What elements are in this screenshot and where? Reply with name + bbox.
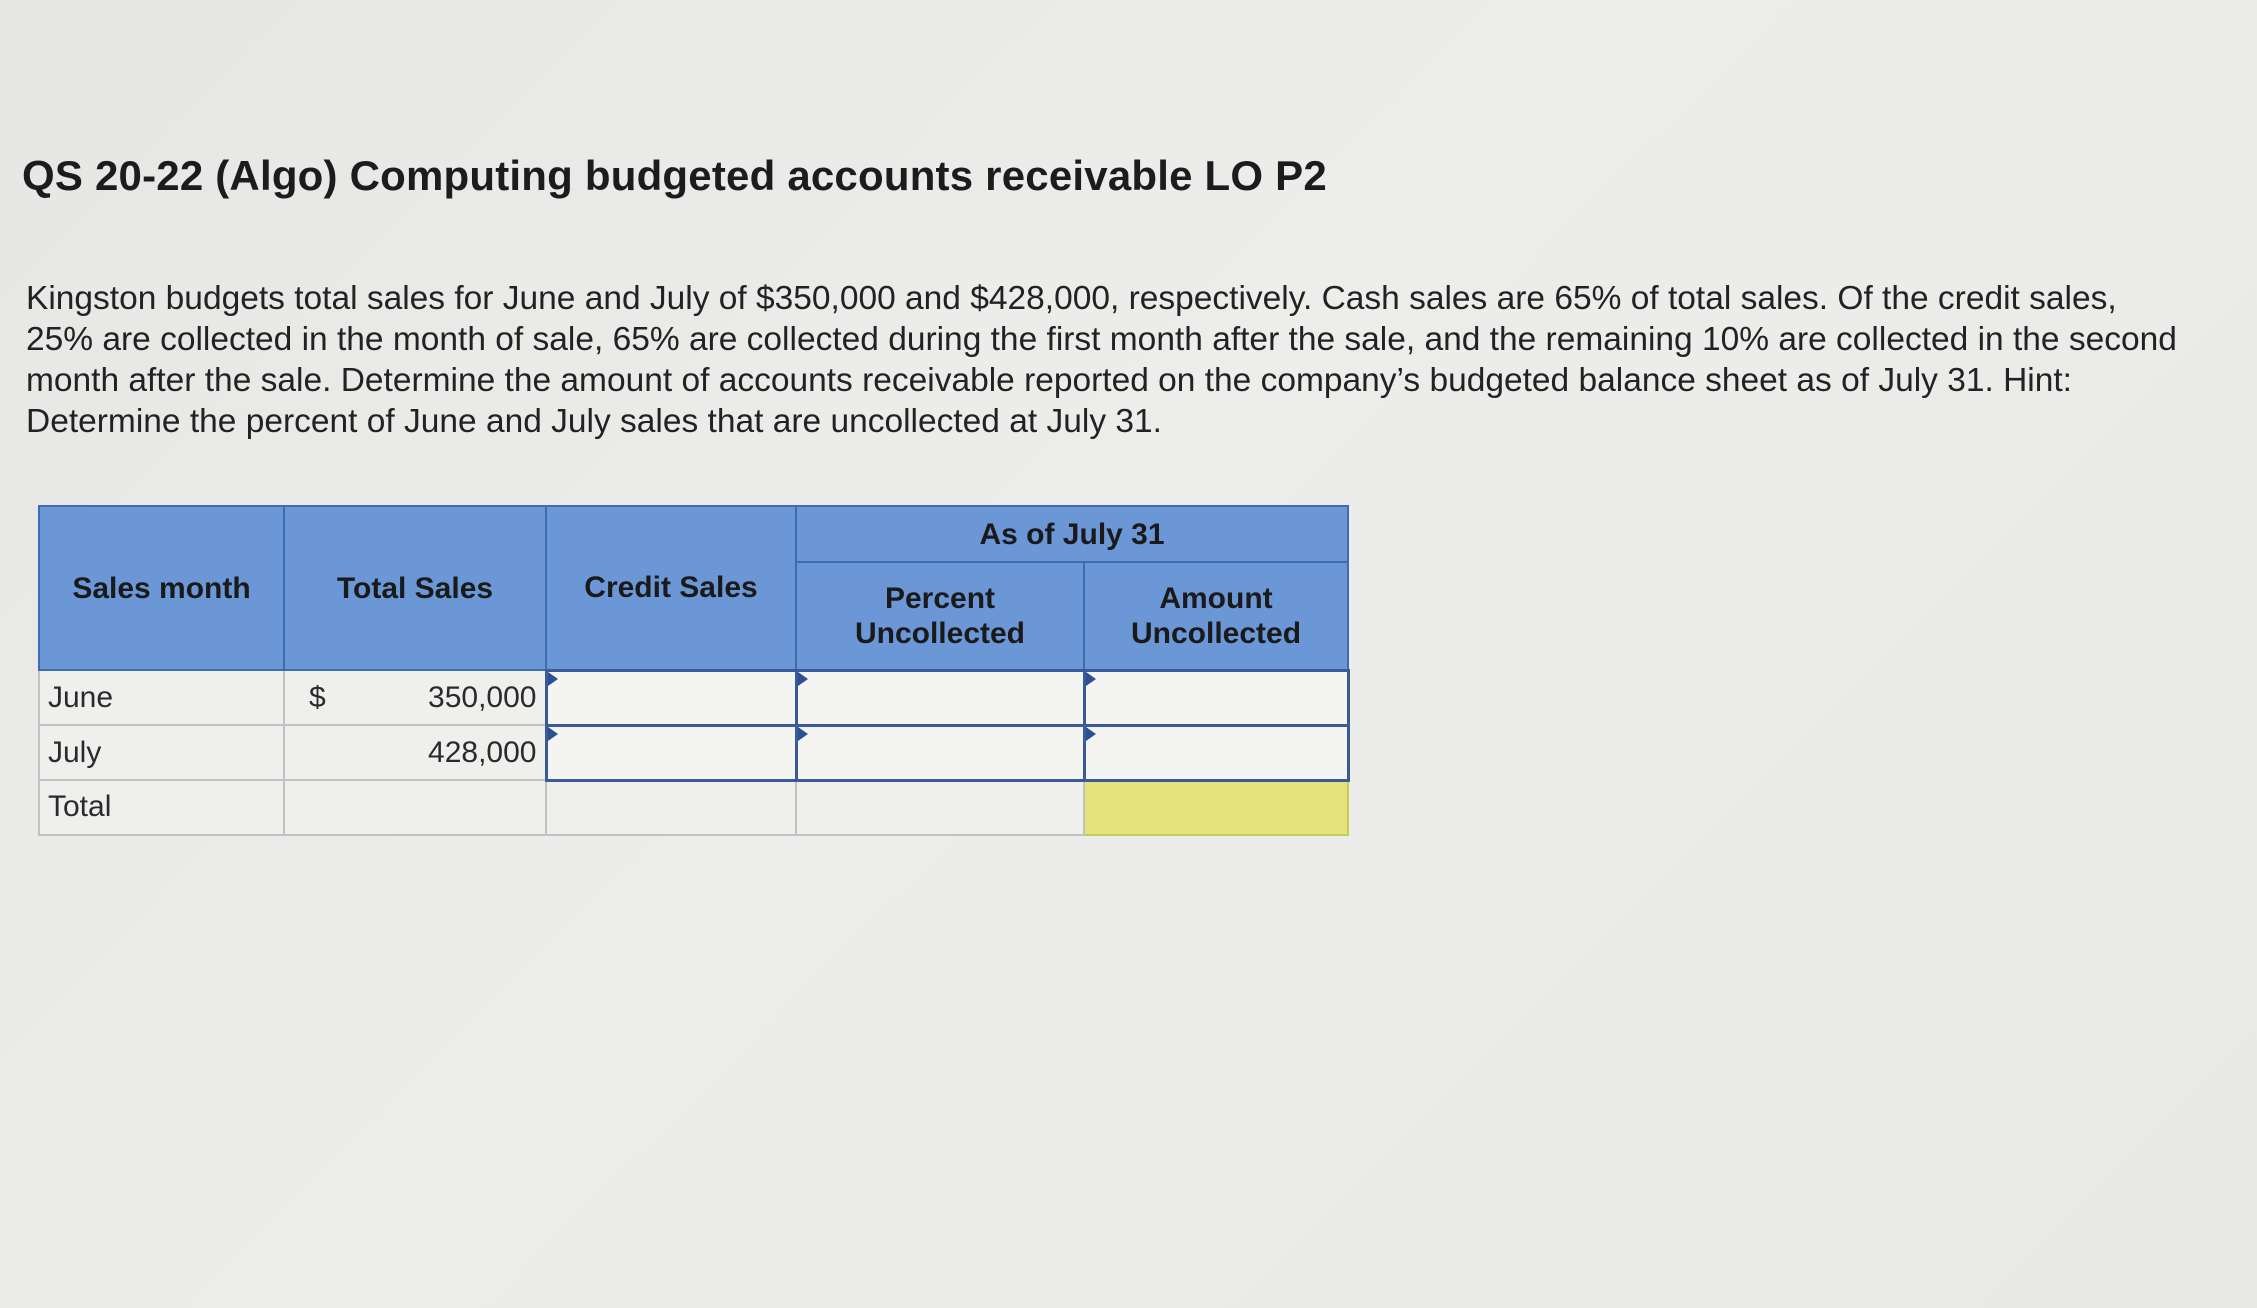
table-row bbox=[39, 670, 1348, 725]
percent-uncollected-june-input[interactable] bbox=[796, 670, 1084, 725]
total-row bbox=[39, 780, 1348, 835]
row-total-sales-july bbox=[284, 725, 546, 780]
row-month-july: July bbox=[39, 725, 284, 780]
question-text: Kingston budgets total sales for June and July of $350,000 and $428,000, respectively. Cash sales are 65% of total sales. Of the credit sales, 25% are collected in the month of sale, 65% are collected during the first month after the sale, and the remaining 10% are collected in the second month after the sale. Determine the amount of accounts receivable reported on the company’s budgeted balance sheet as of July 31. Hint: Determine the percent of June and July sales that are uncollected at July 31. bbox=[26, 280, 2177, 440]
total-empty-cell bbox=[796, 780, 1084, 835]
percent-uncollected-july-input[interactable] bbox=[796, 725, 1084, 780]
amount-uncollected-july-input[interactable] bbox=[1084, 725, 1348, 780]
row-total-sales-june bbox=[284, 670, 546, 725]
currency-symbol: $ bbox=[309, 680, 326, 714]
amount-uncollected-june-input[interactable] bbox=[1084, 670, 1348, 725]
total-sales-value: 428,000 bbox=[428, 735, 537, 769]
credit-sales-july-input[interactable] bbox=[546, 725, 796, 780]
header-total-sales: Total Sales bbox=[284, 506, 546, 670]
total-empty-cell bbox=[284, 780, 546, 835]
total-empty-cell bbox=[546, 780, 796, 835]
total-label: Total bbox=[39, 780, 284, 835]
total-amount-uncollected-input[interactable] bbox=[1084, 780, 1348, 835]
header-sales-month: Sales month bbox=[39, 506, 284, 670]
header-as-of-july-31: As of July 31 bbox=[796, 506, 1348, 562]
question-title: QS 20-22 (Algo) Computing budgeted accounts receivable LO P2 bbox=[22, 152, 1327, 199]
receivables-table bbox=[38, 505, 1350, 836]
header-percent-uncollected: Percent Uncollected bbox=[796, 562, 1084, 670]
header-amount-uncollected: Amount Uncollected bbox=[1084, 562, 1348, 670]
row-month-june: June bbox=[39, 670, 284, 725]
total-sales-value: 350,000 bbox=[428, 680, 537, 714]
credit-sales-june-input[interactable] bbox=[546, 670, 796, 725]
header-credit-sales: Credit Sales bbox=[546, 506, 796, 670]
table-row bbox=[39, 725, 1348, 780]
